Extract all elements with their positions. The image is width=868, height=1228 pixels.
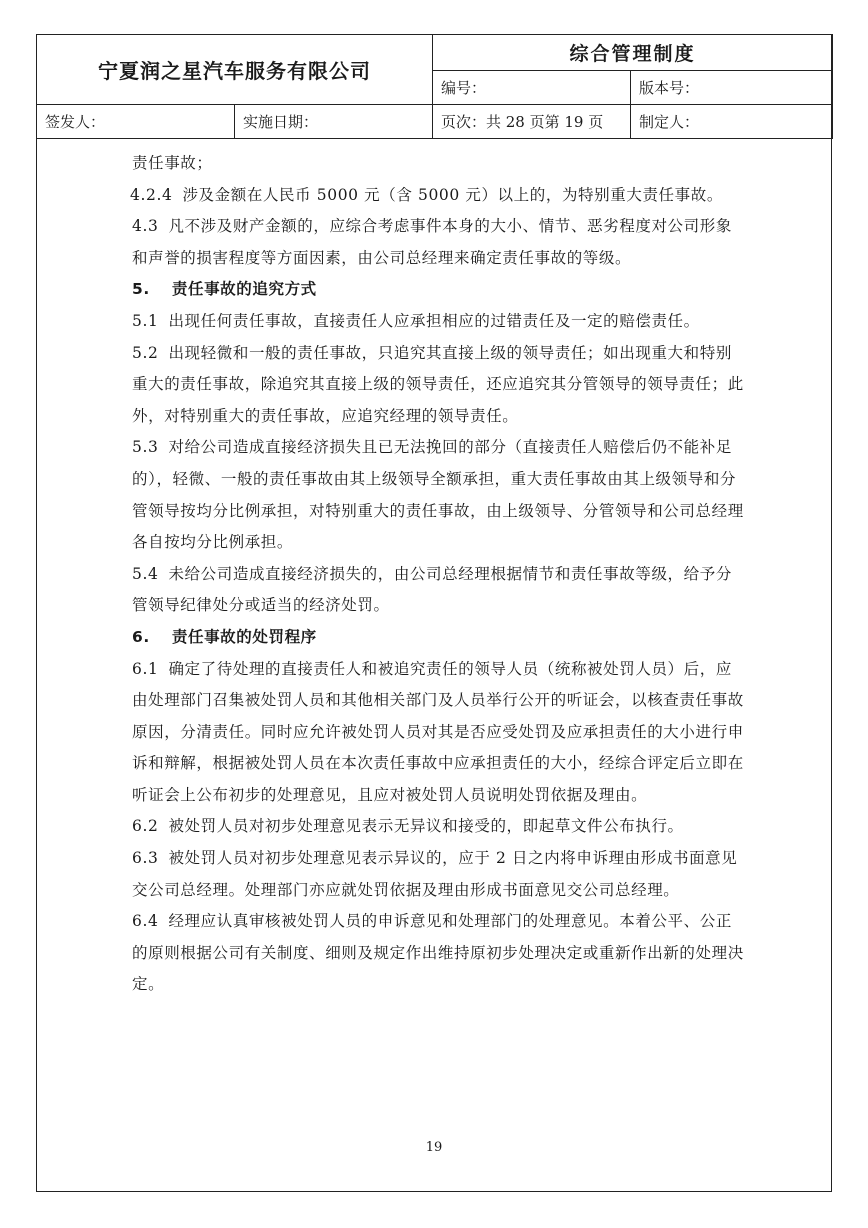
paragraph [132, 338, 744, 433]
paragraph-text: 出现任何责任事故，直接责任人应承担相应的过错责任及一定的赔偿责任。 [168, 311, 700, 330]
page-count-label: 页次：共 28 页第 19 页 [433, 105, 631, 139]
paragraph-text: 出现轻微和一般的责任事故，只追究其直接上级的领导责任；如出现重大和特别重大的责任事故，除追究其直接上级的领导责任，还应追究其分管领导的领导责任；此外，对特别重大的责任事故，应追究经理的领导责任。 [132, 343, 744, 425]
paragraph-text: 责任事故； [132, 154, 213, 172]
document-title: 综合管理制度 [433, 35, 833, 71]
clause-number: 5.3 [132, 438, 159, 457]
paragraph-text: 未给公司造成直接经济损失的，由公司总经理根据情节和责任事故等级，给予分管领导纪律处分或适当的经济处罚。 [132, 564, 732, 615]
paragraph [132, 306, 744, 338]
paragraph-text: 经理应认真审核被处罚人员的申诉意见和处理部门的处理意见。本着公平、公正的原则根据公司有关制度、细则及规定作出维持原初步处理决定或重新作出新的处理决定。 [132, 912, 744, 994]
clause-number: 4.3 [132, 217, 159, 236]
clause-number: 5.4 [132, 564, 159, 583]
section-number: 6. [132, 627, 150, 646]
paragraph [132, 148, 744, 180]
section-heading [132, 622, 744, 654]
paragraph [132, 654, 744, 812]
section-number: 5. [132, 280, 150, 299]
paragraph [132, 432, 744, 558]
signer-label: 签发人： [37, 105, 235, 139]
paragraph [132, 843, 744, 906]
clause-number: 6.1 [132, 659, 159, 678]
document-body [132, 148, 744, 1001]
section-title: 责任事故的处罚程序 [171, 627, 317, 646]
paragraph [132, 811, 744, 843]
document-header-table [36, 34, 833, 139]
clause-number: 5.2 [132, 343, 159, 362]
clause-number: 5.1 [132, 311, 159, 330]
company-name: 宁夏润之星汽车服务有限公司 [37, 35, 433, 105]
paragraph-text: 被处罚人员对初步处理意见表示异议的，应于 2 日之内将申诉理由形成书面意见交公司总经理。处理部门亦应就处罚依据及理由形成书面意见交公司总经理。 [132, 849, 738, 899]
paragraph [132, 906, 744, 1001]
author-label: 制定人： [631, 105, 833, 139]
paragraph [132, 559, 744, 622]
clause-number: 6.3 [132, 849, 159, 868]
paragraph-text: 凡不涉及财产金额的，应综合考虑事件本身的大小、情节、恶劣程度对公司形象和声誉的损害程度等方面因素，由公司总经理来确定责任事故的等级。 [132, 217, 732, 267]
version-label: 版本号： [631, 71, 833, 105]
clause-number: 6.2 [132, 817, 159, 836]
code-label: 编号： [433, 71, 631, 105]
section-heading [132, 274, 744, 306]
clause-number: 4.2.4 [130, 185, 173, 204]
paragraph-text: 被处罚人员对初步处理意见表示无异议和接受的，即起草文件公布执行。 [168, 817, 684, 836]
paragraph-text: 对给公司造成直接经济损失且已无法挽回的部分（直接责任人赔偿后仍不能补足的），轻微、一般的责任事故由其上级领导全额承担，重大责任事故由其上级领导和分管领导按均分比例承担，对特别重大的责任事故，由上级领导、分管领导和公司总经理各自按均分比例承担。 [132, 438, 744, 552]
paragraph [130, 180, 744, 212]
paragraph-text: 涉及金额在人民币 5000 元（含 5000 元）以上的，为特别重大责任事故。 [182, 185, 723, 204]
page-number: 19 [425, 1140, 443, 1155]
paragraph [132, 211, 744, 274]
paragraph-text: 确定了待处理的直接责任人和被追究责任的领导人员（统称被处罚人员）后，应由处理部门召集被处罚人员和其他相关部门及人员举行公开的听证会，以核查责任事故原因，分清责任。同时应允许被处罚人员对其是否应受处罚及应承担责任的大小进行申诉和辩解，根据被处罚人员在本次责任事故中应承担责任的大小，经综合评定后立即在听证会上公布初步的处理意见，且应对被处罚人员说明处罚依据及理由。 [132, 659, 744, 804]
clause-number: 6.4 [132, 912, 159, 931]
section-title: 责任事故的追究方式 [171, 280, 317, 299]
effective-date-label: 实施日期： [235, 105, 433, 139]
